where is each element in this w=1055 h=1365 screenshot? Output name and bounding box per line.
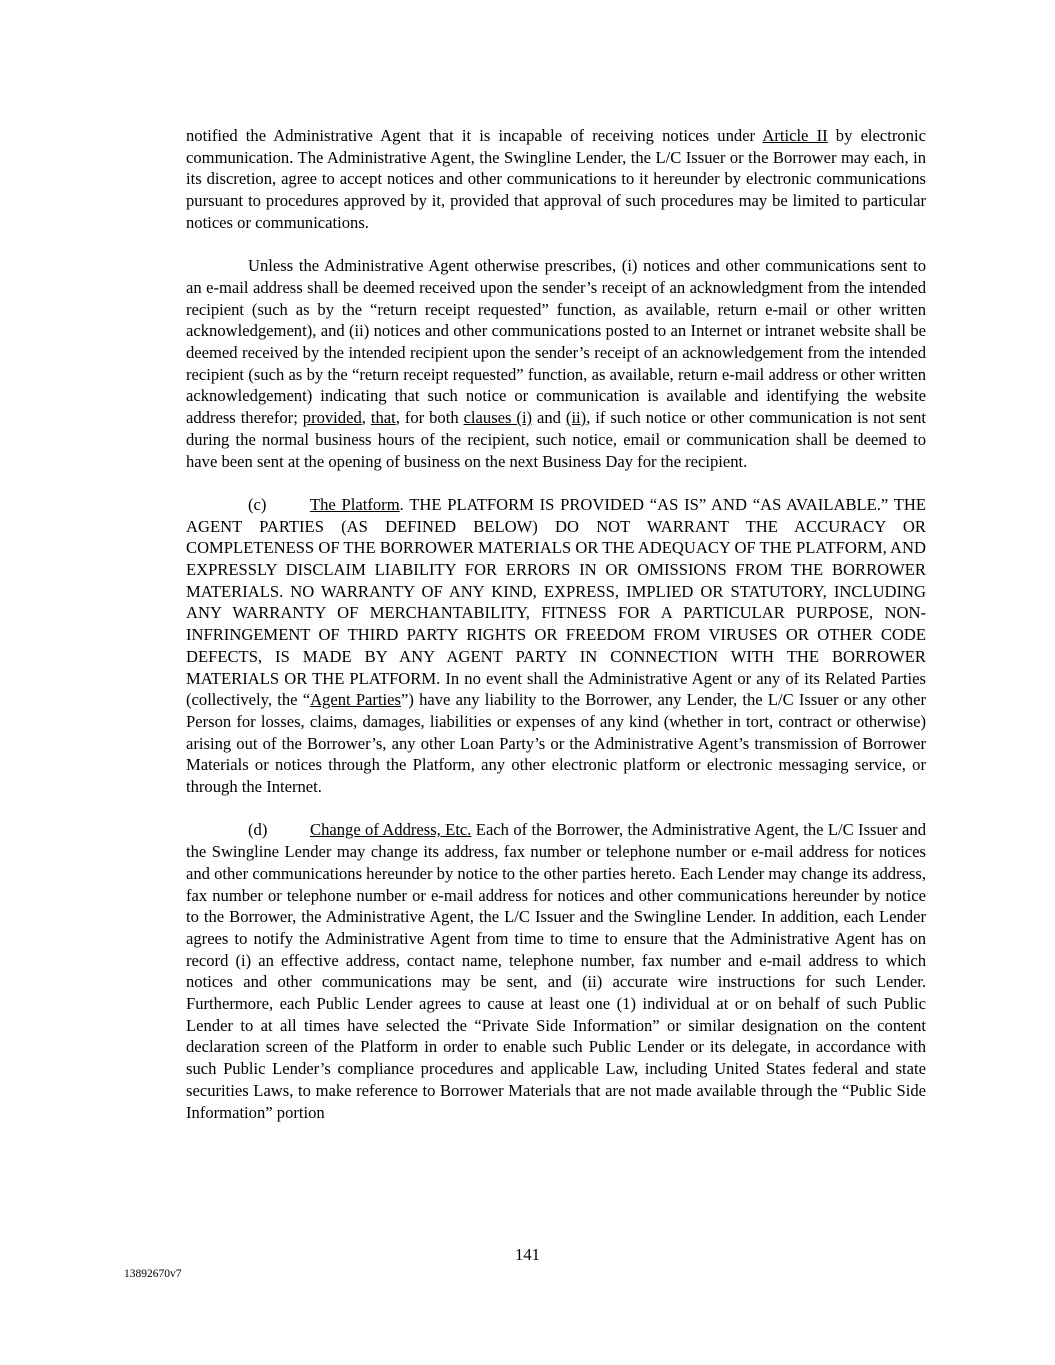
text: , for both (395, 408, 464, 428)
text: . THE PLATFORM IS PROVIDED “AS IS” AND “AS AVAILABLE.” THE AGENT PARTIES (AS DEFINED BELOW) DO NOT WARRANT THE ACCURACY OR COMPLETENESS OF THE BORROWER MATERIALS OR THE ADEQUACY OF THE PLATFORM, AND EXPRESSLY DISCLAIM LIABILITY FOR ERRORS IN OR OMISSIONS FROM THE BORROWER MATERIALS. NO WARRANTY OF ANY KIND, EXPRESS, IMPLIED OR STATUTORY, INCLUDING ANY WARRANTY OF MERCHANTABILITY, FITNESS FOR A PARTICULAR PURPOSE, NON-INFRINGEMENT OF THIRD PARTY RIGHTS OR FREEDOM FROM VIRUSES OR OTHER CODE DEFECTS, IS MADE BY ANY AGENT PARTY IN CONNECTION WITH THE BORROWER MATERIALS OR THE PLATFORM. In no event shall the Administrative Agent or any of its Related Parties (collectively, the “ (186, 494, 926, 710)
clause-reference: clauses (i) (463, 408, 533, 428)
text: notified the Administrative Agent that it is incapable of receiving notices under (186, 126, 763, 145)
text: Each of the Borrower, the Administrative Agent, the L/C Issuer and the Swingline Lender may change its address, fax number or telephone number or e-mail address for notices and other communications hereunder by notice to the other parties hereto. Each Lender may change its address, fax number or telephone number or e-mail address for notices and other communications hereunder by notice to the Borrower, the Administrative Agent, the L/C Issuer and the Swingline Lender. In addition, each Lender agrees to notify the Administrative Agent from time to time to ensure that the Administrative Agent has on record (i) an effective address, contact name, telephone number, fax number and e-mail address to which notices and other communications may be sent, and (ii) accurate wire instructions for such Lender. Furthermore, each Public Lender agrees to cause at least one (1) individual at or on behalf of such Public Lender to at all times have selected the “Private Side Information” or similar designation on the content declaration screen of the Platform in order to enable such Public Lender or its delegate, in accordance with such Public Lender’s compliance procedures and applicable Law, including United States federal and state securities Laws, to make reference to Borrower Materials that are not made available through the “Public Side Information” portion (186, 820, 926, 1122)
text: , if such notice or other communication is not sent during the normal business hours of the recipient, such notice, email or communication shall be deemed to have been sent at the opening of business on the next Business Day for the recipient. (186, 408, 927, 471)
section-c-the-platform (186, 494, 926, 798)
document-body (186, 125, 926, 1123)
text: ”) have any liability to the Borrower, any Lender, the L/C Issuer or any other Person for losses, claims, damages, liabilities or expenses of any kind (whether in tort, contract or otherwise) arising out of the Borrower’s, any other Loan Party’s or the Administrative Agent’s transmission of Borrower Materials or notices through the Platform, any other electronic platform or electronic messaging service, or through the Internet. (186, 690, 926, 797)
text: and (532, 408, 566, 428)
page-number: 141 (515, 1245, 540, 1264)
document-id: 13892670v7 (124, 1268, 182, 1280)
paragraph-electronic-communication (186, 125, 926, 234)
paragraph-receipt-of-notices (186, 255, 926, 472)
underlined-term: provided (302, 408, 362, 428)
section-d-change-of-address (186, 819, 926, 1123)
text: , (361, 408, 371, 428)
section-heading: The Platform (310, 494, 400, 514)
text: Unless the Administrative Agent otherwise prescribes, (i) notices and other communications sent to an e-mail address shall be deemed received upon the sender’s receipt of an acknowledgment from the intended recipient (such as by the “return receipt requested” function, as available, return e-mail or other written acknowledgement), and (ii) notices and other communications posted to an Internet or intranet website shall be deemed received by the intended recipient upon the sender’s receipt of an acknowledgement from the intended recipient (such as by the “return receipt requested” function, as available, return e-mail address or other written acknowledgement) indicating that such notice or communication is available and identifying the website address therefor; (186, 256, 926, 428)
section-label: (d) (248, 820, 268, 840)
text: by electronic communication. The Administrative Agent, the Swingline Lender, the L/C Issuer or the Borrower may each, in its discretion, agree to accept notices and other communications to it hereunder by electronic communications pursuant to procedures approved by it, provided that approval of such procedures may be limited to particular notices or communications. (186, 126, 926, 232)
clause-reference: (ii) (565, 408, 587, 428)
section-heading: Change of Address, Etc. (310, 820, 472, 840)
article-ii-reference: Article II (762, 126, 828, 145)
section-label: (c) (248, 494, 267, 514)
underlined-term: that (370, 408, 396, 428)
defined-term: Agent Parties (310, 690, 401, 710)
